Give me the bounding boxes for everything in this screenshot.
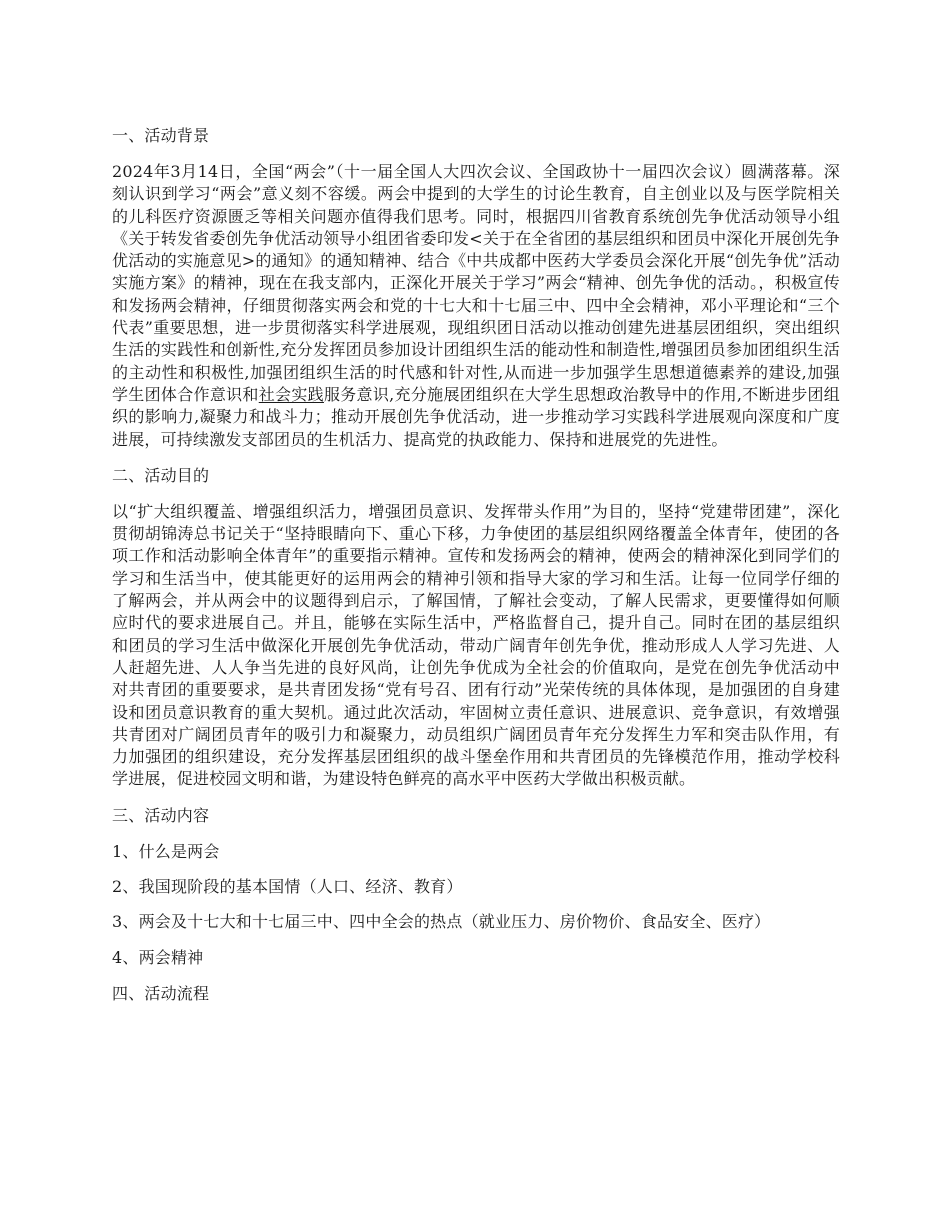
purpose-paragraph: 以“扩大组织覆盖、增强组织活力，增强团员意识、发挥带头作用”为目的，坚持“党建带团建”，深化贯彻胡锦涛总书记关于“坚持眼睛向下、重心下移，力争使团的基层组织网络覆盖全体青年，使团的各项工作和活动影响全体青年”的重要指示精神。宣传和发扬两会的精神，使两会的精神深化到同学们的学习和生活当中，使其能更好的运用两会的精神引领和指导大家的学习和生活。让每一位同学仔细的了解两会，并从两会中的议题得到启示，了解国情，了解社会变动，了解人民需求，更要懂得如何顺应时代的要求进展自己。并且，能够在实际生活中，严格监督自己，提升自己。同时在团的基层组织和团员的学习生活中做深化开展创先争优活动，带动广阔青年创先争优，推动形成人人学习先进、人人赶超先进、人人争当先进的良好风尚，让创先争优成为全社会的价值取向，是党在创先争优活动中对共青团的重要要求，是共青团发扬“党有号召、团有行动”光荣传统的具体体现，是加强团的自身建设和团员意识教育的重大契机。通过此次活动，牢固树立责任意识、进展意识、竞争意识，有效增强共青团对广阔团员青年的吸引力和凝聚力，动员组织广阔团员青年充分发挥生力军和突击队作用，有力加强团的组织建设，充分发挥基层团组织的战斗堡垒作用和共青团员的先锋模范作用，推动学校科学进展，促进校园文明和谐，为建设特色鲜亮的高水平中医药大学做出积极贡献。	[112, 501, 840, 789]
content-item-1: 1、什么是两会	[112, 841, 220, 861]
section-heading-background: 一、活动背景	[112, 126, 210, 145]
background-text-part-1: 2024年3月14日，全国“两会”（十一届全国人大四次会议、全国政协十一届四次会议）圆满落幕。深刻认识到学习“两会”意义刻不容缓。两会中提到的大学生的讨论生教育，自主创业以及与医学院相关的儿科医疗资源匮乏等相关问题亦值得我们思考。同时，根据四川省教育系统创先争优活动领导小组《关于转发省委创先争优活动领导小组团省委印发<关于在全省团的基层组织和团员中深化开展创先争优活动的实施意见>的通知》的通知精神、结合《中共成都中医药大学委员会深化开展“创先争优”活动实施方案》的精神，现在在我支部内，正深化开展关于学习”两会“精神、创先争优的活动。，积极宣传和发扬两会精神，仔细贯彻落实两会和党的十七大和十七届三中、四中全会精神，邓小平理论和“三个代表”重要思想，进一步贯彻落实科学进展观，现组织团日活动以推动创建先进基层团组织，突出组织生活的实践性和创新性,充分发挥团员参加设计团组织生活的能动性和制造性,增强团员参加团组织生活的主动性和积极性,加强团组织生活的时代感和针对性,从而进一步加强学生思想道德素养的建设,加强学生团体合作意识和	[112, 162, 840, 404]
content-item-4: 4、两会精神	[112, 947, 204, 967]
background-text-part-2: 服务意识,充分施展团组织在大学生思想政治教导中的作用,不断进步团组织的影响力,凝聚力和战斗力；推动开展创先争优活动，进一步推动学习实践科学进展观向深度和广度进展，可持续激发支部团员的生机活力、提高党的执政能力、保持和进展党的先进性。	[112, 384, 840, 449]
content-item-2: 2、我国现阶段的基本国情（人口、经济、教育）	[112, 877, 463, 897]
section-heading-purpose: 二、活动目的	[112, 465, 210, 485]
background-paragraph	[112, 161, 840, 451]
section-heading-content: 三、活动内容	[112, 805, 210, 825]
content-item-3: 3、两会及十七大和十七届三中、四中全会的热点（就业压力、房价物价、食品安全、医疗）	[112, 912, 771, 932]
social-practice-link[interactable]: 社会实践	[258, 384, 324, 404]
document-page	[112, 124, 840, 1019]
section-heading-process: 四、活动流程	[112, 983, 210, 1003]
